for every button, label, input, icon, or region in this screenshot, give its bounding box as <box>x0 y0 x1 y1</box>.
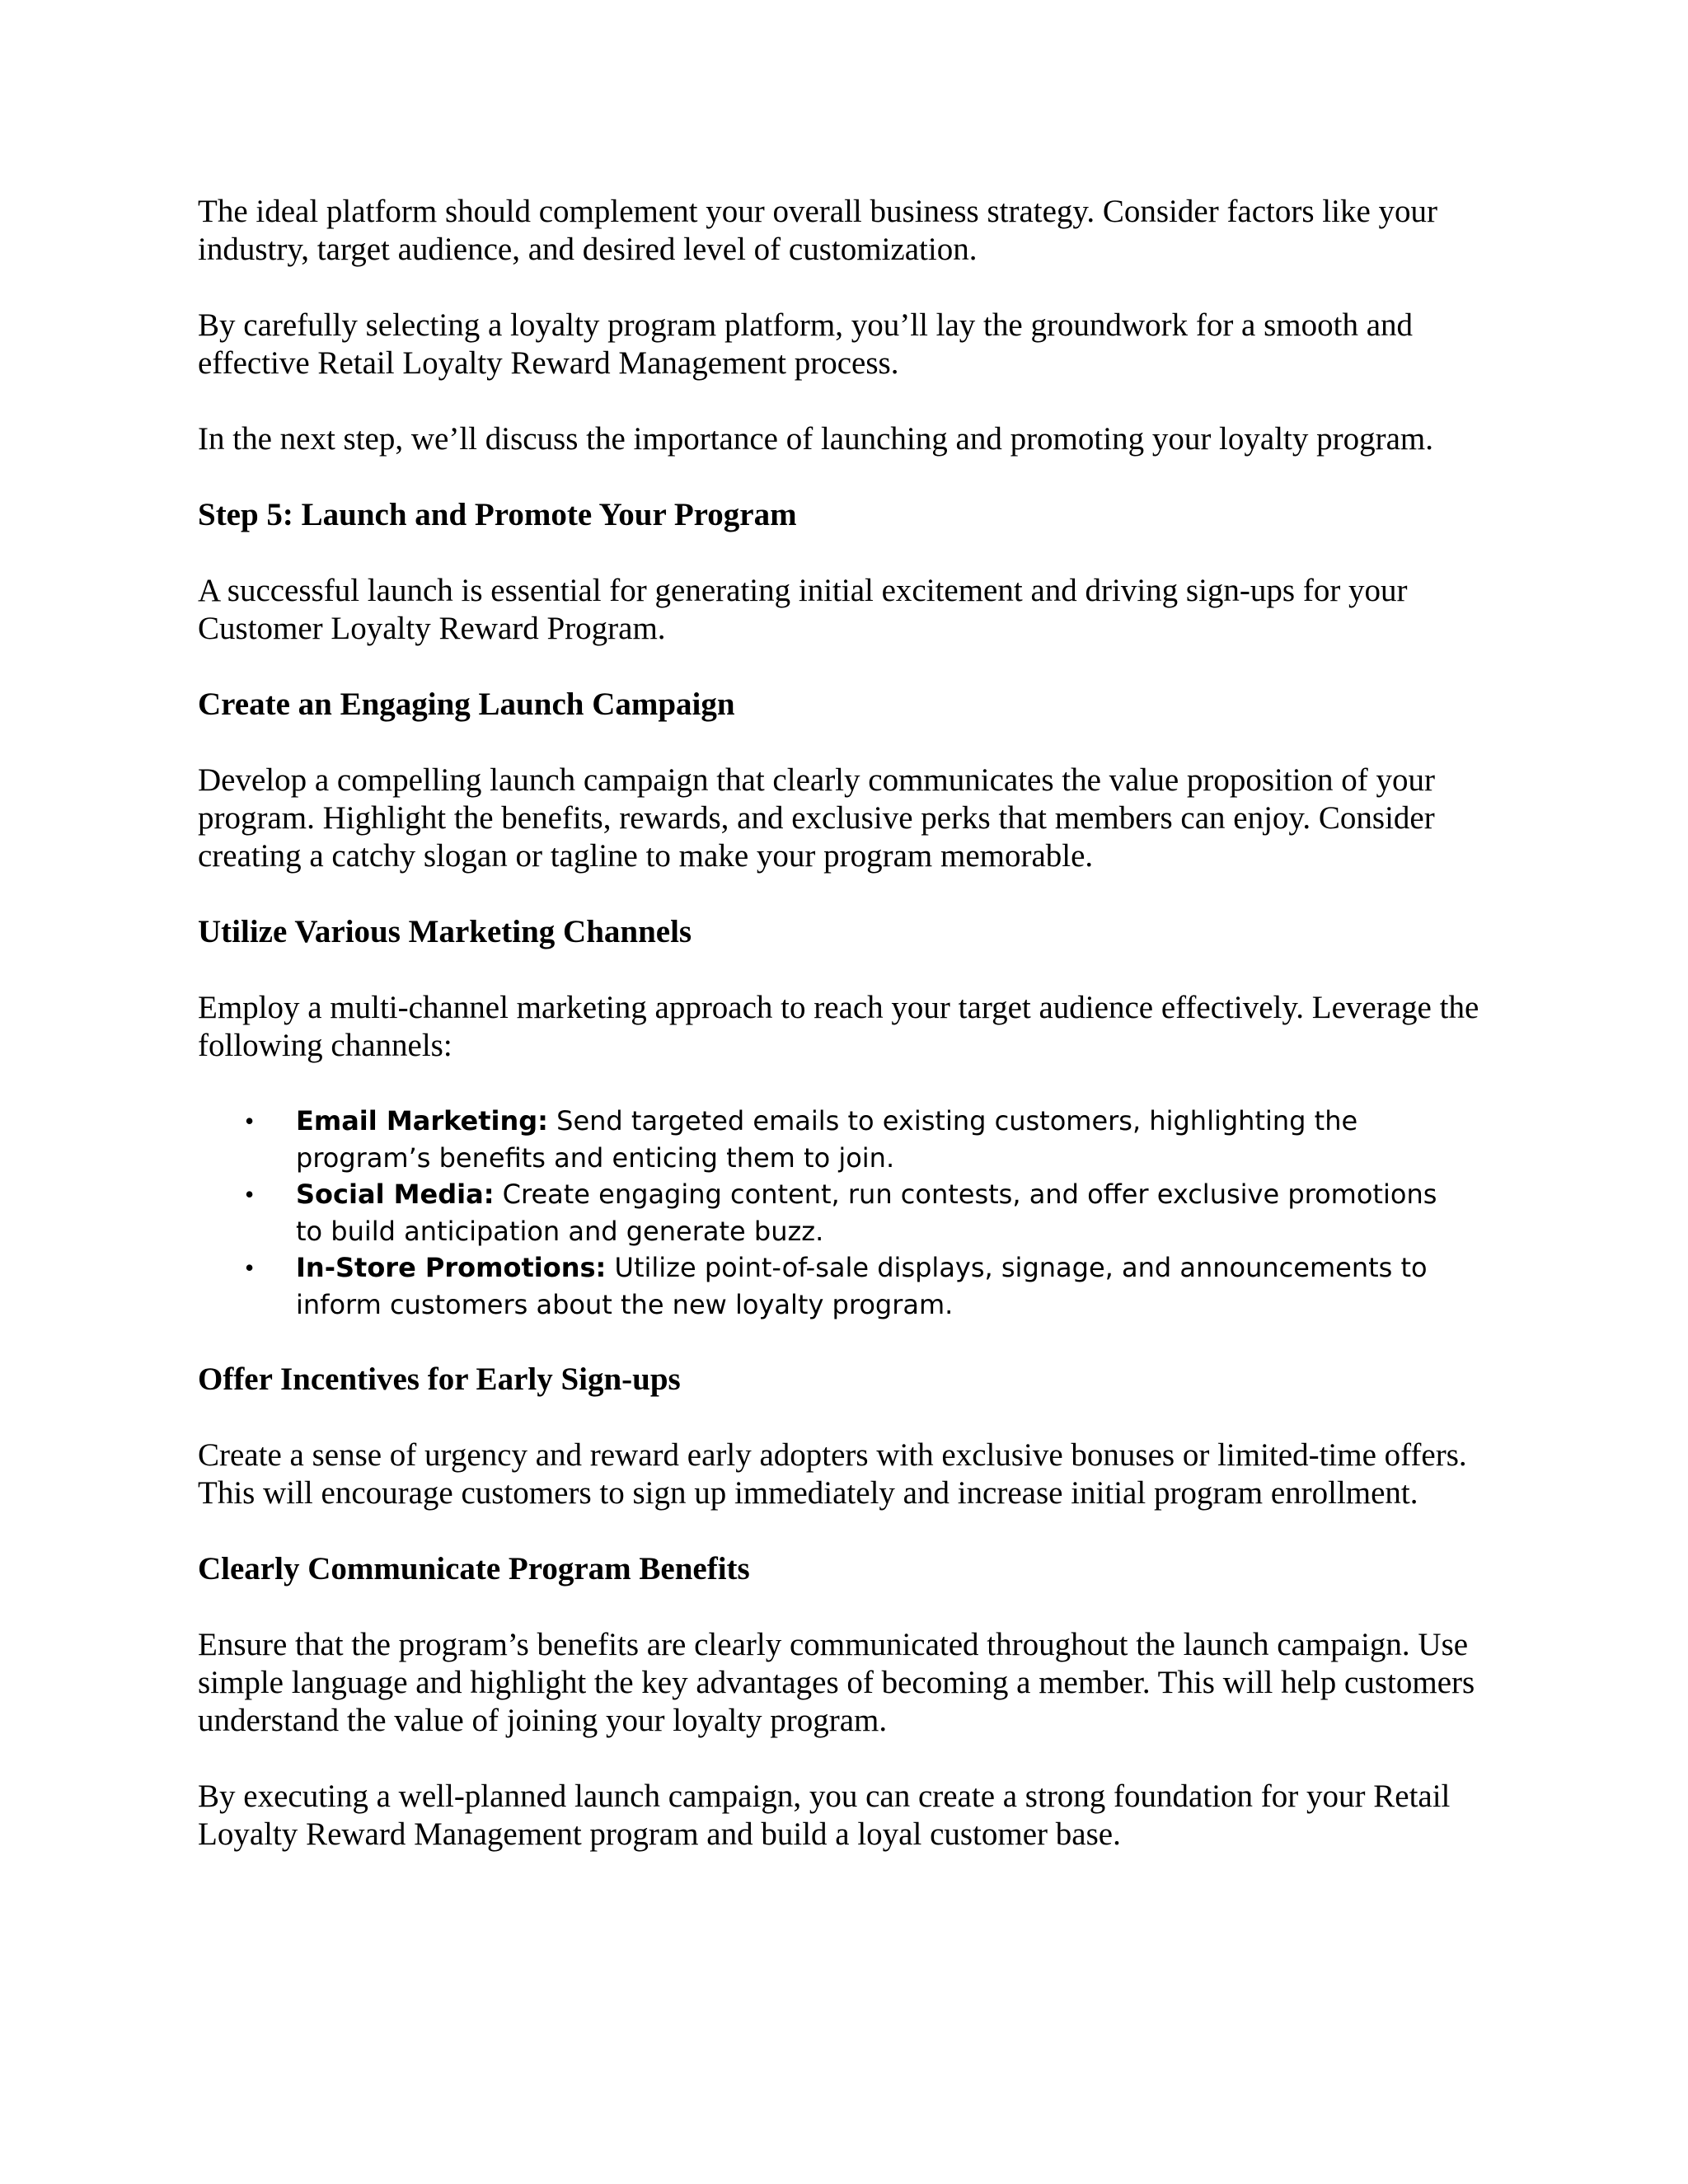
list-item-text: Utilize point-of-sale displays, signage, and announcements to inform customers about the new loyalty program. <box>296 1252 1428 1320</box>
intro-paragraph-next-step: In the next step, we’ll discuss the importance of launching and promoting your loyalty program. <box>198 421 1433 457</box>
marketing-channels-paragraph: Employ a multi-channel marketing approach to reach your target audience effectively. Leverage the following channels: <box>198 990 1479 1063</box>
list-item-term: Email Marketing: <box>296 1105 548 1137</box>
bullet-icon: • <box>245 1179 255 1209</box>
engaging-campaign-heading: Create an Engaging Launch Campaign <box>198 687 735 722</box>
bullet-icon: • <box>245 1106 255 1136</box>
list-item-social-media <box>198 1176 1466 1249</box>
list-item-term: Social Media: <box>296 1179 495 1210</box>
intro-paragraph-groundwork: By carefully selecting a loyalty program platform, you’ll lay the groundwork for a smooth and effective Retail Loyalty Reward Management process. <box>198 307 1414 381</box>
program-benefits-paragraph: Ensure that the program’s benefits are clearly communicated throughout the launch campaign. Use simple language and highlight the key advantages of becoming a member. This will help customers understand the value of joining your loyalty program. <box>198 1627 1475 1738</box>
list-item-term: In-Store Promotions: <box>296 1252 607 1283</box>
marketing-channels-list <box>198 1103 1500 1323</box>
bullet-icon: • <box>245 1253 255 1282</box>
step5-heading: Step 5: Launch and Promote Your Program <box>198 497 797 532</box>
program-benefits-heading: Clearly Communicate Program Benefits <box>198 1551 750 1586</box>
list-item-email-marketing <box>198 1103 1466 1176</box>
list-item-in-store-promotions <box>198 1249 1466 1323</box>
early-signups-heading: Offer Incentives for Early Sign-ups <box>198 1361 681 1397</box>
step5-paragraph: A successful launch is essential for generating initial excitement and driving sign-ups for your Customer Loyalty Reward Program. <box>198 573 1408 646</box>
document-body <box>198 193 1500 1891</box>
intro-paragraph-platform: The ideal platform should complement your overall business strategy. Consider factors like your industry, target audience, and desired level of customization. <box>198 194 1438 267</box>
list-item-text: Create engaging content, run contests, and offer exclusive promotions to build anticipation and generate buzz. <box>296 1179 1437 1247</box>
list-item-text: Send targeted emails to existing customers, highlighting the program’s benefits and enticing them to join. <box>296 1105 1358 1174</box>
marketing-channels-heading: Utilize Various Marketing Channels <box>198 914 692 949</box>
engaging-campaign-paragraph: Develop a compelling launch campaign that clearly communicates the value proposition of your program. Highlight the benefits, rewards, and exclusive perks that members can enjoy. Consider creating a catchy slogan or tagline to make your program memorable. <box>198 762 1436 874</box>
closing-paragraph: By executing a well-planned launch campaign, you can create a strong foundation for your Retail Loyalty Reward Management program and build a loyal customer base. <box>198 1779 1451 1852</box>
early-signups-paragraph: Create a sense of urgency and reward early adopters with exclusive bonuses or limited-time offers. This will encourage customers to sign up immediately and increase initial program enrollment. <box>198 1437 1467 1511</box>
